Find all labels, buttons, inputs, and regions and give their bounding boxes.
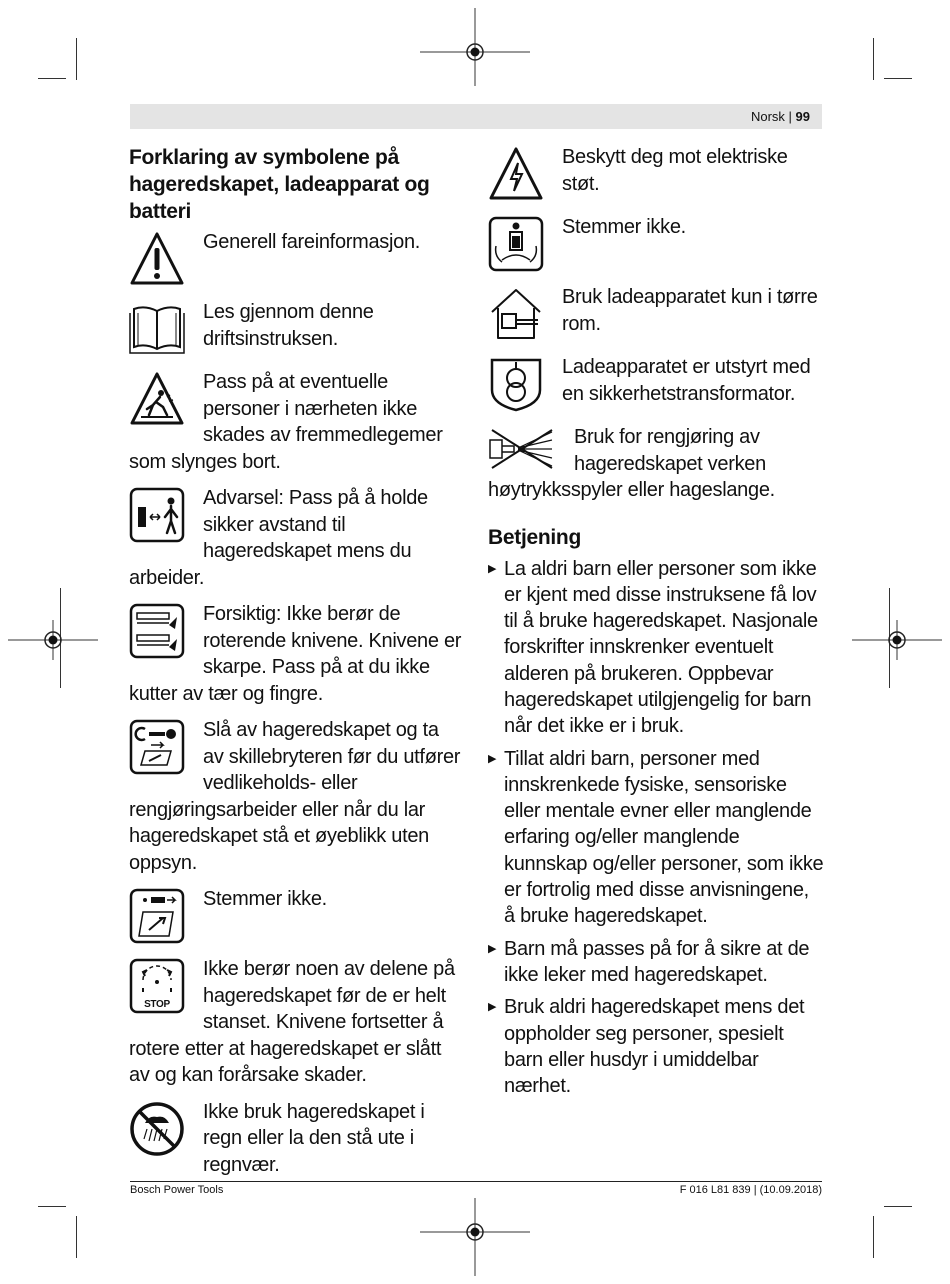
crop-mark	[884, 78, 912, 79]
registration-mark-icon	[8, 610, 98, 670]
symbol-text: Ikke berør noen av delene på hageredskapet før de er helt stanset. Knivene fortsetter å rotere etter at hageredskapet er slått av og kan forårsake skader.	[129, 958, 455, 1086]
manual-book-icon	[129, 301, 185, 357]
symbol-entry	[129, 956, 464, 1089]
symbol-text: Bruk ladeapparatet kun i tørre rom.	[562, 286, 818, 335]
operator-icon	[488, 216, 544, 272]
section-heading: Forklaring av symbolene på hageredskapet, ladeapparat og batteri	[129, 146, 430, 223]
symbol-entry	[488, 214, 824, 274]
symbol-entry	[488, 144, 824, 204]
indoor-use-icon	[488, 286, 544, 342]
symbol-text: Ladeapparatet er utstyrt med en sikkerhetstransformator.	[562, 356, 811, 405]
list-item: ▶ Barn må passes på for å sikre at de ikke leker med hageredskapet.	[488, 936, 824, 989]
crop-mark	[76, 38, 77, 80]
symbol-entry	[129, 1099, 464, 1179]
symbol-text: Advarsel: Pass på å holde sikker avstand til hageredskapet mens du arbeider.	[129, 487, 428, 589]
symbol-text: Pass på at eventuelle personer i nærheten ikke skades av fremmedlegemer som slynges bort.	[129, 371, 443, 473]
warning-triangle-icon	[129, 231, 185, 287]
bullet-list	[488, 556, 824, 1100]
right-column	[488, 144, 824, 1105]
footer-doc-id: F 016 L81 839 | (10.09.2018)	[679, 1184, 822, 1196]
symbol-text: Bruk for rengjøring av hageredskapet verken høytrykksspyler eller hageslange.	[488, 426, 775, 501]
rotating-blades-icon	[129, 603, 185, 659]
crop-mark	[884, 1206, 912, 1207]
safe-distance-icon	[129, 487, 185, 543]
symbol-entry	[129, 299, 464, 359]
list-item: ▶ Tillat aldri barn, personer med innskrenkede fysiske, sensoriske eller mentale evner eller manglende erfaring og/eller manglende kunnskap og/eller personer, som ikke er fortrolig med disse anvisningene, å bruke hageredskapet.	[488, 746, 824, 930]
maintenance-book-icon	[129, 888, 185, 944]
no-water-jet-icon	[488, 426, 556, 472]
stop-label: STOP	[144, 999, 170, 1010]
registration-mark-icon	[420, 8, 530, 88]
symbol-entry	[129, 485, 464, 591]
stop-rotation-icon	[129, 958, 185, 1014]
symbol-text: Slå av hageredskapet og ta av skillebryteren før du utfører vedlikeholds- eller rengjøringsarbeider eller når du lar hageredskapet stå et øyeblikk uten oppsyn.	[129, 719, 461, 874]
symbol-text: Stemmer ikke.	[562, 216, 686, 238]
electric-shock-icon	[488, 146, 544, 202]
remove-key-icon	[129, 719, 185, 775]
symbol-entry	[488, 424, 824, 504]
symbol-text: Ikke bruk hageredskapet i regn eller la den stå ute i regnvær.	[203, 1100, 425, 1176]
crop-mark	[38, 1206, 66, 1207]
registration-mark-icon	[852, 610, 942, 670]
symbol-text: Stemmer ikke.	[203, 888, 327, 910]
thrown-objects-icon	[129, 371, 185, 427]
symbol-text: Forsiktig: Ikke berør de roterende knivene. Knivene er skarpe. Pass på at du ikke kutter av tær og fingre.	[129, 603, 462, 705]
header-text: Norsk | 99	[750, 109, 810, 124]
section-title: Betjening	[488, 525, 581, 549]
crop-mark	[38, 78, 66, 79]
list-item: ▶ La aldri barn eller personer som ikke er kjent med disse instruksene få lov til å bruke hageredskapet. Nasjonale forskrifter innskrenker eventuelt alderen på brukeren. Oppbevar hageredskapet utilgjengelig for barn når det ikke er i bruk.	[488, 556, 824, 740]
page-header	[130, 104, 822, 129]
crop-mark	[873, 38, 874, 80]
left-column	[129, 144, 464, 1188]
symbol-text: Beskytt deg mot elektriske støt.	[562, 146, 788, 195]
footer-divider	[130, 1181, 822, 1182]
symbol-entry	[129, 717, 464, 876]
symbol-entry	[129, 229, 464, 289]
crop-mark	[873, 1216, 874, 1258]
symbol-text: Les gjennom denne driftsinstruksen.	[203, 301, 374, 350]
symbol-entry	[129, 601, 464, 707]
page-number: 99	[795, 109, 810, 124]
footer-publisher: Bosch Power Tools	[130, 1184, 224, 1196]
header-language: Norsk	[750, 109, 785, 124]
safety-transformer-icon	[488, 356, 544, 412]
crop-mark	[76, 1216, 77, 1258]
symbol-entry	[488, 284, 824, 344]
symbol-text: Generell fareinformasjon.	[203, 231, 421, 253]
list-item: ▶ Bruk aldri hageredskapet mens det oppholder seg personer, spesielt barn eller husdyr i umiddelbar nærhet.	[488, 994, 824, 1099]
symbol-entry	[129, 886, 464, 946]
symbol-entry	[129, 369, 464, 475]
registration-mark-icon	[420, 1198, 530, 1278]
symbol-entry	[488, 354, 824, 414]
no-rain-icon	[129, 1101, 185, 1157]
